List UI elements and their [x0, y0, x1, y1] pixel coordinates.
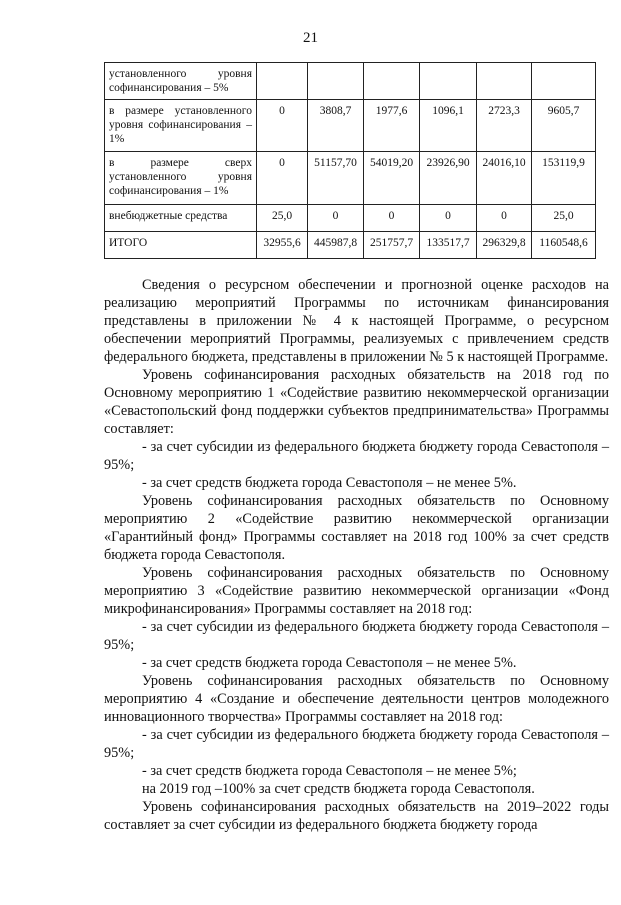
list-item: - за счет субсидии из федерального бюджета бюджету города Севастополя – 95%; [104, 727, 609, 761]
table-cell: 0 [364, 205, 420, 232]
table-cell: 0 [257, 100, 308, 152]
paragraph: Уровень софинансирования расходных обязательств на 2018 год по Основному мероприятию 1 «Содействие развитию некоммерческой организации «Севастопольский фонд поддержки субъектов предпринимательства» Программы составляет: [104, 367, 609, 437]
table-cell: 9605,7 [532, 100, 596, 152]
table-cell: 51157,70 [308, 152, 364, 205]
table-cell [308, 63, 364, 100]
table-cell: 153119,9 [532, 152, 596, 205]
list-item: - за счет средств бюджета города Севастополя – не менее 5%. [142, 655, 517, 671]
list-item: - за счет средств бюджета города Севастополя – не менее 5%; [142, 763, 517, 779]
financing-table [104, 62, 596, 259]
table-cell: 133517,7 [420, 232, 477, 259]
table-row [105, 152, 596, 205]
paragraph: Уровень софинансирования расходных обязательств на 2019–2022 годы составляет за счет субсидии из федерального бюджета бюджету города [104, 799, 609, 833]
body-text [104, 276, 609, 834]
row-label: в размере установленного уровня софинансирования – 1% [105, 100, 257, 152]
table-cell: 251757,7 [364, 232, 420, 259]
table-row [105, 100, 596, 152]
table-cell: 0 [420, 205, 477, 232]
paragraph: Уровень софинансирования расходных обязательств по Основному мероприятию 3 «Содействие развитию некоммерческой организации «Фонд микрофинансирования» Программы составляет на 2018 год: [104, 565, 609, 617]
table-cell: 3808,7 [308, 100, 364, 152]
table-cell: 0 [308, 205, 364, 232]
table-cell [257, 63, 308, 100]
row-label: в размере сверх установленного уровня софинансирования – 1% [105, 152, 257, 205]
table-cell: 2723,3 [477, 100, 532, 152]
table-cell [364, 63, 420, 100]
list-item: - за счет субсидии из федерального бюджета бюджету города Севастополя – 95%; [104, 619, 609, 653]
list-item: - за счет субсидии из федерального бюджета бюджету города Севастополя – 95%; [104, 439, 609, 473]
paragraph: Сведения о ресурсном обеспечении и прогнозной оценке расходов на реализацию мероприятий Программы по источникам финансирования представлены в приложении № 4 к настоящей Программе, о ресурсном обеспечении мероприятий Программы, реализуемых с привлечением средств федерального бюджета, представлены в приложении № 5 к настоящей Программе. [104, 277, 609, 365]
list-item: - за счет средств бюджета города Севастополя – не менее 5%. [142, 475, 517, 491]
table-cell: 32955,6 [257, 232, 308, 259]
paragraph: Уровень софинансирования расходных обязательств по Основному мероприятию 2 «Содействие развитию некоммерческой организации «Гарантийный фонд» Программы составляет на 2018 год 100% за счет средств бюджета города Севастополя. [104, 493, 609, 563]
table-cell: 445987,8 [308, 232, 364, 259]
table-cell: 25,0 [532, 205, 596, 232]
table-cell: 1977,6 [364, 100, 420, 152]
table-cell [420, 63, 477, 100]
table-cell: 0 [257, 152, 308, 205]
table-cell: 24016,10 [477, 152, 532, 205]
paragraph: на 2019 год –100% за счет средств бюджета города Севастополя. [142, 781, 535, 797]
table-row-total [105, 232, 596, 259]
row-label: внебюджетные средства [105, 205, 257, 232]
paragraph: Уровень софинансирования расходных обязательств по Основному мероприятию 4 «Создание и обеспечение деятельности центров молодежного инновационного творчества» Программы составляет на 2018 год: [104, 673, 609, 725]
table-cell: 25,0 [257, 205, 308, 232]
row-label: установленного уровня софинансирования – 5% [105, 63, 257, 100]
table-cell: 296329,8 [477, 232, 532, 259]
table-cell [477, 63, 532, 100]
table-cell: 1096,1 [420, 100, 477, 152]
table-cell: 1160548,6 [532, 232, 596, 259]
table-cell: 0 [477, 205, 532, 232]
table-cell: 23926,90 [420, 152, 477, 205]
table-row [105, 205, 596, 232]
page-number: 21 [303, 30, 318, 46]
table-cell [532, 63, 596, 100]
row-label: ИТОГО [105, 232, 257, 259]
table-cell: 54019,20 [364, 152, 420, 205]
table-row [105, 63, 596, 100]
